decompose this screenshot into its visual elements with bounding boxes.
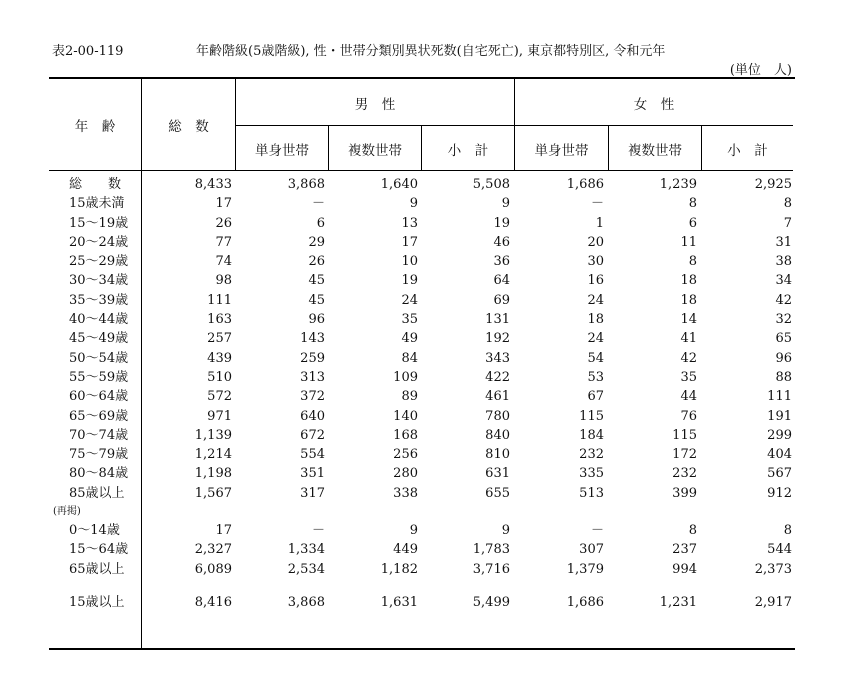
cell-value: 14: [680, 312, 697, 328]
cell-value: 7: [783, 215, 792, 231]
cell-value: 67: [587, 389, 604, 405]
cell-value: 5,499: [472, 594, 510, 610]
cell-value: 31: [775, 234, 792, 250]
cell-value: 26: [215, 215, 232, 231]
cell-value: 912: [767, 485, 792, 501]
row-label: 15～19歳: [69, 215, 129, 231]
cell-value: 2,373: [754, 561, 792, 577]
row-label: 70～74歳: [69, 427, 129, 443]
cell-value: 16: [587, 273, 604, 289]
data-table: [49, 175, 795, 612]
cell-value: 98: [215, 273, 232, 289]
cell-value: 840: [485, 427, 510, 443]
cell-value: 32: [775, 312, 792, 328]
cell-value: 9: [409, 196, 418, 212]
cell-value: 1,214: [194, 447, 232, 463]
table-row: [49, 521, 795, 540]
row-label: 55～59歳: [69, 369, 129, 385]
cell-value: 313: [300, 369, 325, 385]
header-female: 女 性: [633, 97, 675, 113]
table-row: [49, 329, 795, 348]
row-label: 40～44歳: [69, 312, 129, 328]
cell-value: 1,198: [194, 466, 232, 482]
cell-value: 3,716: [472, 561, 510, 577]
cell-value: 18: [680, 292, 697, 308]
header-male-subtotal: 小 計: [447, 143, 489, 159]
row-label: 65歳以上: [69, 561, 125, 577]
header-subrule: [235, 125, 793, 126]
cell-value: 96: [775, 350, 792, 366]
cell-value: 640: [300, 408, 325, 424]
cell-value: 19: [493, 215, 510, 231]
header-male: 男 性: [354, 97, 396, 113]
cell-value: 6: [316, 215, 325, 231]
row-label: 60～64歳: [69, 389, 129, 405]
cell-value: 13: [401, 215, 418, 231]
cell-value: 1,783: [472, 542, 510, 558]
cell-value: 88: [775, 369, 792, 385]
cell-value: 36: [493, 254, 510, 270]
row-label: 30～34歳: [69, 273, 129, 289]
cell-value: 2,917: [754, 594, 792, 610]
header-female-multi: 複数世帯: [628, 143, 682, 159]
row-label: 80～84歳: [69, 466, 129, 482]
table-row: [49, 194, 795, 213]
table-row: [49, 445, 795, 464]
cell-value: 567: [767, 466, 792, 482]
cell-value: 1,182: [380, 561, 418, 577]
table-row: [49, 387, 795, 406]
cell-value: 19: [401, 273, 418, 289]
cell-value: 1,631: [380, 594, 418, 610]
table-id: 表2-00-119: [52, 44, 124, 59]
cell-value: －: [311, 523, 325, 539]
cell-value: 168: [393, 427, 418, 443]
cell-value: 96: [308, 312, 325, 328]
unit-label: (単位 人): [729, 63, 792, 78]
cell-value: －: [590, 196, 604, 212]
cell-value: 9: [501, 523, 510, 539]
cell-value: 26: [308, 254, 325, 270]
header-male-multi: 複数世帯: [348, 143, 402, 159]
cell-value: 2,534: [287, 561, 325, 577]
cell-value: 5,508: [472, 177, 510, 192]
cell-value: 34: [775, 273, 792, 289]
cell-value: 510: [207, 369, 232, 385]
cell-value: 84: [401, 350, 418, 366]
cell-value: 810: [485, 447, 510, 463]
table-row: [49, 407, 795, 426]
cell-value: 672: [300, 427, 325, 443]
reprint-row: [49, 503, 795, 521]
row-label: 15～64歳: [69, 542, 129, 558]
cell-value: 30: [587, 254, 604, 270]
cell-value: 18: [680, 273, 697, 289]
cell-value: 404: [767, 447, 792, 463]
cell-value: 655: [485, 485, 510, 501]
cell-value: 109: [393, 369, 418, 385]
cell-value: 65: [775, 331, 792, 347]
cell-value: 17: [215, 523, 232, 539]
cell-value: 54: [587, 350, 604, 366]
cell-value: 35: [401, 312, 418, 328]
cell-value: 115: [672, 427, 697, 443]
cell-value: 232: [672, 466, 697, 482]
cell-value: 172: [672, 447, 697, 463]
header-total: 総 数: [168, 119, 209, 135]
cell-value: 8: [688, 196, 697, 212]
cell-value: 1,239: [659, 177, 697, 192]
cell-value: 192: [485, 331, 510, 347]
cell-value: 351: [300, 466, 325, 482]
cell-value: 1,379: [566, 561, 604, 577]
cell-value: 317: [300, 485, 325, 501]
cell-value: 513: [579, 485, 604, 501]
table-row: [49, 426, 795, 445]
table-row: [49, 349, 795, 368]
cell-value: －: [590, 523, 604, 539]
cell-value: 8: [783, 196, 792, 212]
cell-value: 115: [579, 408, 604, 424]
cell-value: 46: [493, 234, 510, 250]
cell-value: 42: [775, 292, 792, 308]
cell-value: 9: [409, 523, 418, 539]
cell-value: 191: [767, 408, 792, 424]
cell-value: 1,334: [287, 542, 325, 558]
cell-value: 35: [680, 369, 697, 385]
cell-value: 461: [485, 389, 510, 405]
cell-value: 3,868: [287, 177, 325, 192]
cell-value: 554: [300, 447, 325, 463]
cell-value: 335: [579, 466, 604, 482]
statistics-table: [49, 77, 795, 650]
cell-value: 232: [579, 447, 604, 463]
row-label: 20～24歳: [69, 234, 129, 250]
cell-value: 77: [215, 234, 232, 250]
cell-value: 41: [680, 331, 697, 347]
cell-value: 3,868: [287, 594, 325, 610]
cell-value: 111: [767, 389, 792, 405]
header-female-single: 単身世帯: [534, 143, 589, 159]
cell-value: 11: [680, 234, 697, 250]
header-bottom-rule: [49, 170, 793, 171]
row-label: 85歳以上: [69, 485, 125, 501]
row-label: 15歳以上: [69, 594, 125, 610]
cell-value: 143: [300, 331, 325, 347]
cell-value: 111: [207, 292, 232, 308]
cell-value: 24: [587, 292, 604, 308]
row-label: 50～54歳: [69, 350, 129, 366]
table-row: [49, 368, 795, 387]
cell-value: 299: [767, 427, 792, 443]
table-row: [49, 271, 795, 290]
table-row: [49, 175, 795, 194]
cell-value: 439: [207, 350, 232, 366]
cell-value: 74: [215, 254, 232, 270]
row-label: 25～29歳: [69, 254, 129, 270]
cell-value: 89: [401, 389, 418, 405]
reprint-label: (再掲): [53, 506, 81, 518]
cell-value: 8: [688, 523, 697, 539]
cell-value: 343: [485, 350, 510, 366]
cell-value: 1,139: [194, 427, 232, 443]
cell-value: 2,327: [194, 542, 232, 558]
cell-value: 42: [680, 350, 697, 366]
cell-value: 29: [308, 234, 325, 250]
header-male-single: 単身世帯: [255, 143, 309, 159]
table-row: [49, 233, 795, 252]
cell-value: 76: [680, 408, 697, 424]
cell-value: 971: [207, 408, 232, 424]
cell-value: 69: [493, 292, 510, 308]
cell-value: 38: [775, 254, 792, 270]
cell-value: 307: [579, 542, 604, 558]
cell-value: 8,416: [194, 594, 232, 610]
cell-value: 1,686: [566, 594, 604, 610]
cell-value: 572: [207, 389, 232, 405]
cell-value: 184: [579, 427, 604, 443]
cell-value: 20: [587, 234, 604, 250]
table-row: [49, 540, 795, 559]
cell-value: 994: [672, 561, 697, 577]
cell-value: 1,567: [194, 485, 232, 501]
table-row: [49, 593, 795, 612]
table-row: [49, 291, 795, 310]
cell-value: 338: [393, 485, 418, 501]
table-row: [49, 560, 795, 579]
header-female-subtotal: 小 計: [727, 143, 768, 159]
row-label: 0～14歳: [69, 523, 120, 539]
table-row: [49, 214, 795, 233]
cell-value: 6,089: [194, 561, 232, 577]
cell-value: 2,925: [754, 177, 792, 192]
cell-value: 631: [485, 466, 510, 482]
cell-value: 8,433: [194, 177, 232, 192]
row-label: 35～39歳: [69, 292, 129, 308]
row-label: 75～79歳: [69, 447, 129, 463]
cell-value: 259: [300, 350, 325, 366]
cell-value: 1: [595, 215, 604, 231]
cell-value: 24: [587, 331, 604, 347]
cell-value: 17: [215, 196, 232, 212]
cell-value: 24: [401, 292, 418, 308]
row-label: 45～49歳: [69, 331, 129, 347]
table-title: 年齢階級(5歳階級), 性・世帯分類別異状死数(自宅死亡), 東京都特別区, 令和元年: [196, 44, 666, 59]
row-label: 15歳未満: [69, 196, 125, 212]
cell-value: 17: [401, 234, 418, 250]
cell-value: 422: [485, 369, 510, 385]
cell-value: 280: [393, 466, 418, 482]
cell-value: 8: [783, 523, 792, 539]
cell-value: 8: [688, 254, 697, 270]
cell-value: 140: [393, 408, 418, 424]
cell-value: －: [311, 196, 325, 212]
cell-value: 45: [308, 292, 325, 308]
table-row: [49, 310, 795, 329]
cell-value: 64: [493, 273, 510, 289]
cell-value: 1,231: [659, 594, 697, 610]
spacer-row: [49, 579, 795, 593]
cell-value: 399: [672, 485, 697, 501]
cell-value: 53: [587, 369, 604, 385]
cell-value: 44: [680, 389, 697, 405]
cell-value: 256: [393, 447, 418, 463]
cell-value: 18: [587, 312, 604, 328]
cell-value: 1,686: [566, 177, 604, 192]
cell-value: 45: [308, 273, 325, 289]
cell-value: 372: [300, 389, 325, 405]
cell-value: 1,640: [380, 177, 418, 192]
cell-value: 237: [672, 542, 697, 558]
header-age: 年 齢: [74, 119, 116, 135]
cell-value: 49: [401, 331, 418, 347]
cell-value: 780: [485, 408, 510, 424]
cell-value: 6: [688, 215, 697, 231]
row-label: 総 数: [69, 177, 122, 192]
cell-value: 544: [767, 542, 792, 558]
table-row: [49, 484, 795, 503]
cell-value: 131: [485, 312, 510, 328]
row-label: 65～69歳: [69, 408, 129, 424]
cell-value: 449: [393, 542, 418, 558]
cell-value: 163: [207, 312, 232, 328]
cell-value: 10: [401, 254, 418, 270]
table-row: [49, 464, 795, 483]
cell-value: 9: [501, 196, 510, 212]
table-row: [49, 252, 795, 271]
cell-value: 257: [207, 331, 232, 347]
